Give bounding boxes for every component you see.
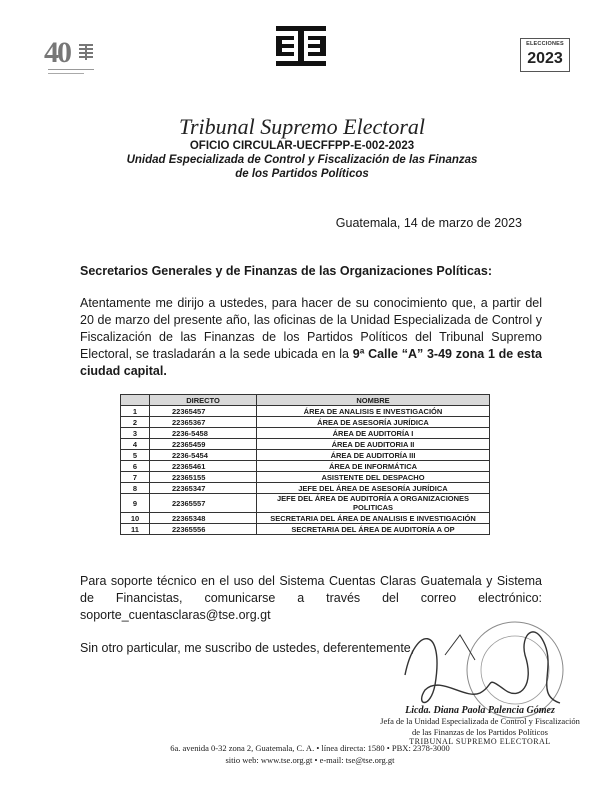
- recipient-line: Secretarios Generales y de Finanzas de las Organizaciones Políticas:: [80, 264, 492, 278]
- body-address: 9ª Calle “A” 3-49 zona 1 de esta ciudad capital: [80, 347, 542, 378]
- cell-number: 11: [121, 524, 150, 535]
- signatory-role-line2: de las Finanzas de los Partidos Políticos: [412, 727, 548, 737]
- cell-directo: 22365347: [150, 483, 257, 494]
- cell-directo: 22365367: [150, 417, 257, 428]
- table-header-row: [121, 395, 490, 406]
- body-paragraph: [80, 295, 542, 380]
- cell-directo: 22365348: [150, 513, 257, 524]
- cell-number: 7: [121, 472, 150, 483]
- signatory-institution: TRIBUNAL SUPREMO ELECTORAL: [409, 737, 551, 746]
- oficio-number: OFICIO CIRCULAR-UECFFPP-E-002-2023: [189, 140, 415, 152]
- unit-name-line1: Unidad Especializada de Control y Fiscalización de las Finanzas: [126, 154, 478, 166]
- cell-nombre: ÁREA DE ASESORÍA JURÍDICA: [257, 417, 490, 428]
- tse-emblem-icon: [272, 24, 330, 68]
- cell-nombre: SECRETARIA DEL ÁREA DE ANALISIS E INVESTIGACIÓN: [257, 513, 490, 524]
- table-row: [121, 472, 490, 483]
- signatory-name: Licda. Diana Paola Palencia Gómez: [405, 705, 555, 716]
- cell-number: 9: [121, 494, 150, 513]
- cell-number: 10: [121, 513, 150, 524]
- cell-directo: 22365556: [150, 524, 257, 535]
- cell-number: 6: [121, 461, 150, 472]
- logo-year: 2023: [527, 50, 563, 67]
- cell-directo: 22365155: [150, 472, 257, 483]
- cell-directo: 22365457: [150, 406, 257, 417]
- cell-directo: 22365461: [150, 461, 257, 472]
- cell-nombre: ÁREA DE AUDITORIA II: [257, 439, 490, 450]
- cell-directo: 22365459: [150, 439, 257, 450]
- table-row: [121, 461, 490, 472]
- cell-number: 8: [121, 483, 150, 494]
- support-line1: Para soporte técnico en el uso del Sistema Cuentas Claras Guatemala y Sistema: [80, 574, 542, 588]
- cell-number: 5: [121, 450, 150, 461]
- elecciones-2023-logo: [520, 38, 570, 72]
- cell-nombre: ÁREA DE INFORMÁTICA: [257, 461, 490, 472]
- signatory-role-line1: Jefa de la Unidad Especializada de Control y Fiscalización: [380, 716, 580, 726]
- logo-numeral: 40: [44, 36, 70, 69]
- cell-nombre: ÁREA DE AUDITORÍA III: [257, 450, 490, 461]
- cell-nombre: JEFE DEL ÁREA DE AUDITORÍA A ORGANIZACIONES POLITICAS: [257, 494, 490, 513]
- footer-address: 6a. avenida 0-32 zona 2, Guatemala, C. A. • línea directa: 1580 • PBX: 2378-3000: [170, 743, 450, 753]
- cell-number: 3: [121, 428, 150, 439]
- cell-nombre: ÁREA DE ANALISIS E INVESTIGACIÓN: [257, 406, 490, 417]
- cell-directo: 2236-5458: [150, 428, 257, 439]
- table-row: [121, 428, 490, 439]
- cell-nombre: SECRETARIA DEL ÁREA DE AUDITORÍA A OP: [257, 524, 490, 535]
- tse-mini-icon: [79, 44, 93, 60]
- cell-nombre: ASISTENTE DEL DESPACHO: [257, 472, 490, 483]
- cell-nombre: ÁREA DE AUDITORÍA I: [257, 428, 490, 439]
- table-row: [121, 439, 490, 450]
- column-header-number: [121, 395, 150, 406]
- cell-number: 4: [121, 439, 150, 450]
- table-row: [121, 483, 490, 494]
- footer-contact: sitio web: www.tse.org.gt • e-mail: tse@tse.org.gt: [225, 755, 395, 765]
- logo-caption-line: [48, 69, 94, 70]
- column-header-directo: DIRECTO: [150, 395, 257, 406]
- letter-date: Guatemala, 14 de marzo de 2023: [335, 216, 522, 230]
- table-row: [121, 513, 490, 524]
- directory-table: [120, 394, 490, 535]
- cell-number: 2: [121, 417, 150, 428]
- cell-directo: 2236-5454: [150, 450, 257, 461]
- tse-40-years-logo: [44, 38, 96, 78]
- unit-name-line2: de los Partidos Políticos: [235, 168, 369, 180]
- table-row: [121, 417, 490, 428]
- table-row: [121, 494, 490, 513]
- table-row: [121, 450, 490, 461]
- support-line2: de Financistas, comunicarse a través del correo electrónico:: [80, 591, 542, 605]
- logo-caption-line: [48, 73, 84, 74]
- body-intro: Atentamente me dirijo a ustedes, para hacer de su conocimiento que, a partir del 20 de marzo del presente año, las oficinas de la Unidad Especializada de Control y Fiscalización de las Finanzas de los Partidos Políticos del Tribunal Supremo Electoral, se trasladarán a la sede ubicada en la: [80, 296, 542, 361]
- support-email: soporte_cuentasclaras@tse.org.gt: [80, 608, 271, 622]
- closing-line: Sin otro particular, me suscribo de ustedes, deferentemente,: [80, 641, 415, 655]
- table-row: [121, 406, 490, 417]
- table-row: [121, 524, 490, 535]
- cell-number: 1: [121, 406, 150, 417]
- body-end: .: [163, 364, 167, 378]
- cell-directo: 22365557: [150, 494, 257, 513]
- organization-name: Tribunal Supremo Electoral: [178, 114, 426, 139]
- logo-label: ELECCIONES: [526, 41, 564, 47]
- cell-nombre: JEFE DEL ÁREA DE ASESORÍA JURÍDICA: [257, 483, 490, 494]
- column-header-nombre: NOMBRE: [257, 395, 490, 406]
